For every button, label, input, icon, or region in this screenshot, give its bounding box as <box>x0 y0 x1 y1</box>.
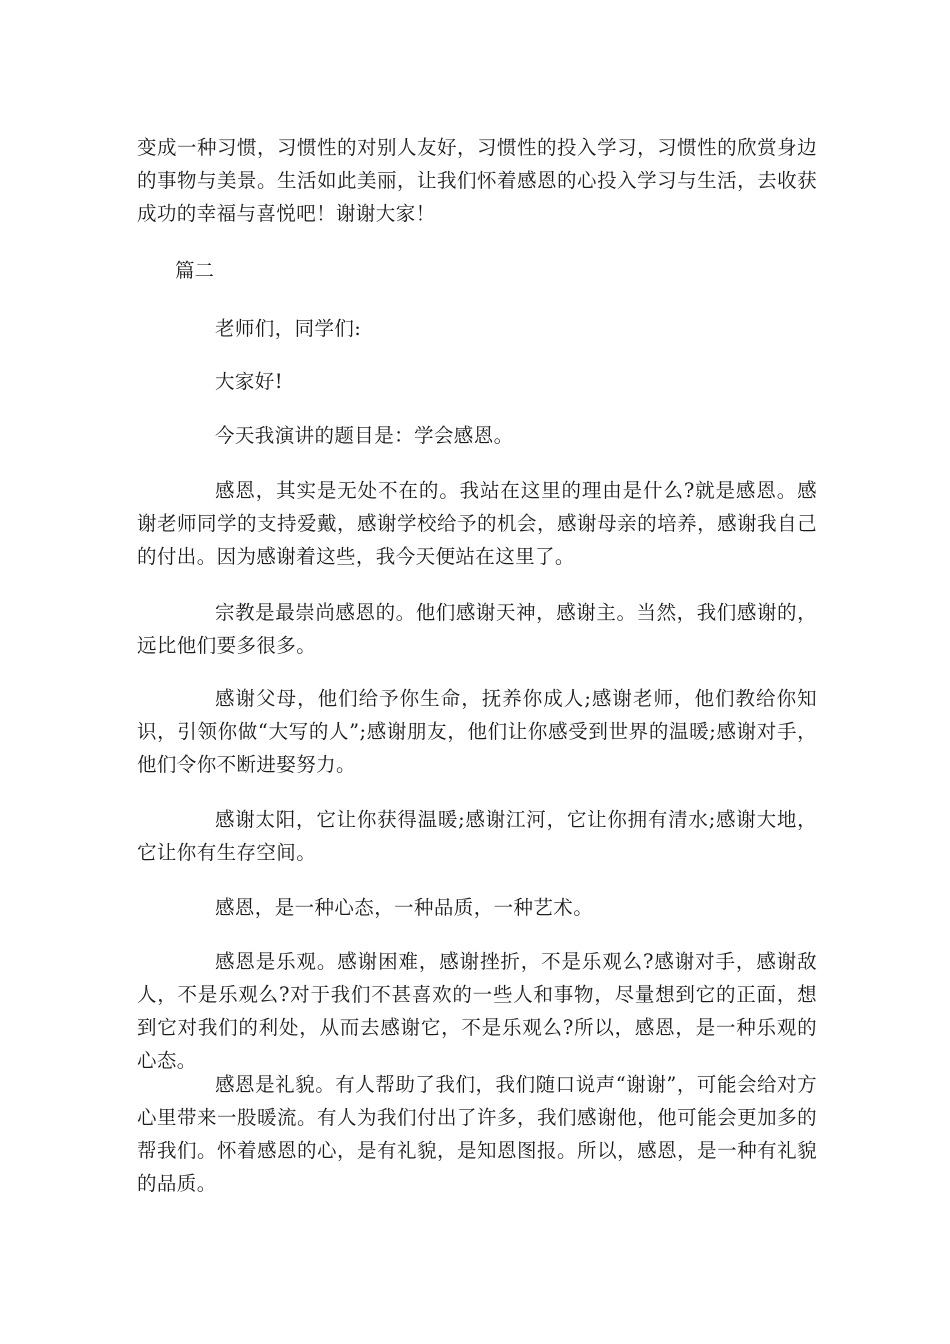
paragraph-body: 感恩，是一种心态，一种品质，一种艺术。 <box>215 896 594 919</box>
paragraph-body: 感恩是乐观。感谢困难，感谢挫折，不是乐观么?感谢对手，感谢敌人，不是乐观么?对于我们不甚喜欢的一些人和事物，尽量想到它的正面，想到它对我们的利处，从而去感谢它，不是乐观么?所以，感恩，是一种乐观的心态。 <box>137 950 817 1072</box>
paragraph-body: 感谢太阳，它让你获得温暖;感谢江河，它让你拥有清水;感谢大地，它让你有生存空间。 <box>137 808 817 864</box>
paragraph-greeting: 大家好! <box>215 370 283 393</box>
paragraph-salutation: 老师们，同学们: <box>215 317 362 340</box>
paragraph-topic: 今天我演讲的题目是：学会感恩。 <box>215 424 514 447</box>
section-title: 篇二 <box>175 259 215 282</box>
paragraph-body: 感谢父母，他们给予你生命，抚养你成人;感谢老师，他们教给你知识，引领你做“大写的人”;感谢朋友，他们让你感受到世界的温暖;感谢对手，他们令你不断进娶努力。 <box>137 687 817 776</box>
paragraph-body: 宗教是最崇尚感恩的。他们感谢天神，感谢主。当然，我们感谢的，远比他们要多很多。 <box>137 601 817 657</box>
paragraph-body: 感恩，其实是无处不在的。我站在这里的理由是什么?就是感恩。感谢老师同学的支持爱戴，感谢学校给予的机会，感谢母亲的培养，感谢我自己的付出。因为感谢着这些，我今天便站在这里了。 <box>137 479 817 568</box>
paragraph-body: 感恩是礼貌。有人帮助了我们，我们随口说声“谢谢”，可能会给对方心里带来一股暖流。有人为我们付出了许多，我们感谢他，他可能会更加多的帮我们。怀着感恩的心，是有礼貌，是知恩图报。所以，感恩，是一种有礼貌的品质。 <box>137 1073 817 1195</box>
intro-paragraph: 变成一种习惯，习惯性的对别人友好，习惯性的投入学习，习惯性的欣赏身边的事物与美景。生活如此美丽，让我们怀着感恩的心投入学习与生活，去收获成功的幸福与喜悦吧！谢谢大家！ <box>137 136 817 225</box>
